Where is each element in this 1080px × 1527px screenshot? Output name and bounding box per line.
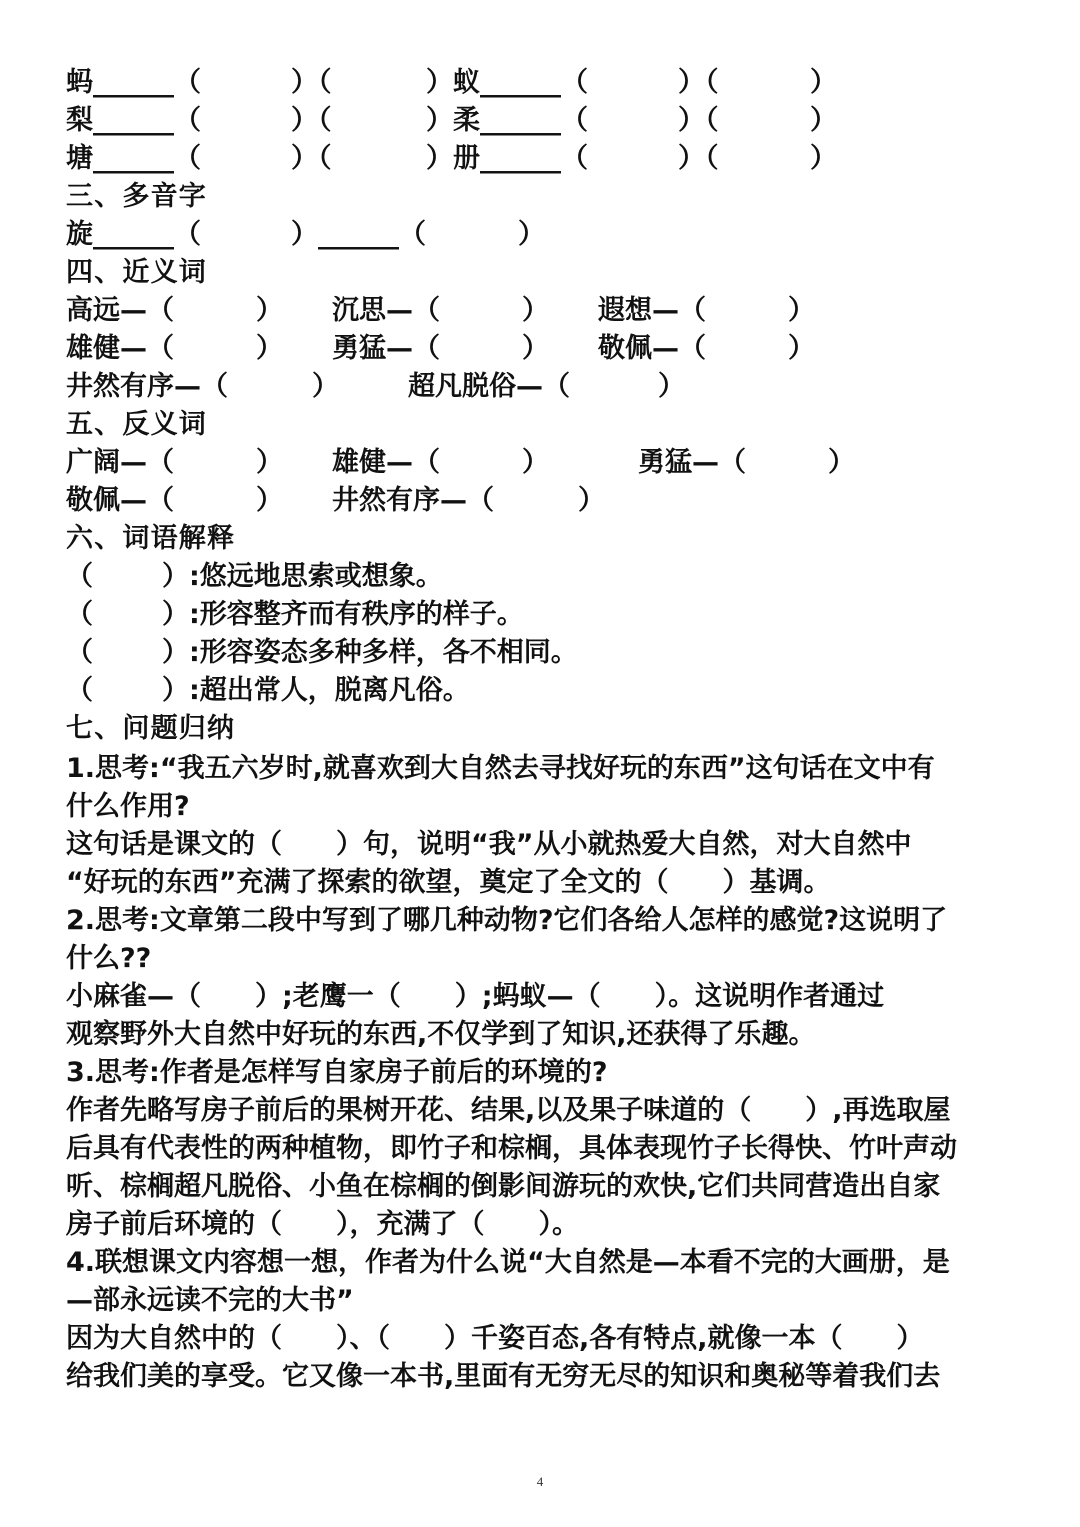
answer-line: 后具有代表性的两种植物，即竹子和棕榈，具体表现竹子长得快、竹叶声动 bbox=[66, 1133, 957, 1164]
page-number: 4 bbox=[536, 1474, 544, 1489]
antonym-bracket: ） bbox=[828, 447, 855, 478]
synonym-item: 高远—（ bbox=[66, 295, 174, 326]
antonym-item: 井然有序—（ bbox=[332, 485, 494, 516]
antonym-bracket: ） bbox=[522, 447, 549, 478]
antonym-item: 雄健—（ bbox=[332, 447, 440, 478]
synonym-bracket: ） bbox=[658, 371, 685, 402]
synonym-row bbox=[66, 292, 815, 330]
question-line: 2.思考:文章第二段中写到了哪几种动物?它们各给人怎样的感觉?这说明了 bbox=[66, 905, 948, 936]
question-line: 1.思考:“我五六岁时,就喜欢到大自然去寻找好玩的东西”这句话在文中有 bbox=[66, 753, 935, 784]
pinyin-bracket: ） bbox=[810, 105, 837, 136]
synonym-bracket: ） bbox=[522, 295, 549, 326]
antonym-bracket: ） bbox=[578, 485, 605, 516]
pinyin-bracket: ）（ bbox=[291, 143, 332, 174]
antonym-bracket: ） bbox=[256, 447, 283, 478]
synonym-bracket: ） bbox=[256, 295, 283, 326]
pinyin-item: ）蚁______（ bbox=[426, 67, 588, 98]
answer-line: 听、棕榈超凡脱俗、小鱼在棕榈的倒影间游玩的欢快,它们共同营造出自家 bbox=[66, 1171, 941, 1202]
section-heading: 七、问题归纳 bbox=[66, 713, 236, 744]
synonym-item: 遐想—（ bbox=[598, 295, 706, 326]
pinyin-row bbox=[66, 102, 837, 140]
synonym-bracket: ） bbox=[312, 371, 339, 402]
antonym-item: 广阔—（ bbox=[66, 447, 174, 478]
pinyin-bracket: ）（ bbox=[291, 67, 332, 98]
pinyin-bracket: ）（ bbox=[678, 67, 719, 98]
pinyin-item: ）册______（ bbox=[426, 143, 588, 174]
section-heading: 六、词语解释 bbox=[66, 523, 236, 554]
pinyin-item: 塘______（ bbox=[66, 143, 201, 174]
pinyin-item: ）柔______（ bbox=[426, 105, 588, 136]
answer-line: 这句话是课文的（ ）句，说明“我”从小就热爱大自然，对大自然中 bbox=[66, 829, 912, 860]
answer-line: 房子前后环境的（ ），充满了（ ）。 bbox=[66, 1209, 579, 1240]
synonym-row bbox=[66, 368, 685, 406]
synonym-bracket: ） bbox=[256, 333, 283, 364]
polyphone-bracket: ） bbox=[518, 219, 545, 250]
pinyin-row bbox=[66, 140, 837, 178]
synonym-bracket: ） bbox=[788, 333, 815, 364]
question-line: 什么作用? bbox=[66, 791, 190, 822]
polyphone-row bbox=[66, 216, 545, 254]
definition-item bbox=[66, 596, 524, 634]
section-heading: 五、反义词 bbox=[66, 409, 207, 440]
synonym-item: 敬佩—（ bbox=[598, 333, 706, 364]
pinyin-row bbox=[66, 64, 837, 102]
definition-item bbox=[66, 672, 470, 710]
question-line: 4.联想课文内容想一想，作者为什么说“大自然是—本看不完的大画册，是 bbox=[66, 1247, 950, 1278]
synonym-item: 井然有序—（ bbox=[66, 371, 228, 402]
polyphone-item: ）______（ bbox=[291, 219, 426, 250]
synonym-bracket: ） bbox=[788, 295, 815, 326]
answer-line: “好玩的东西”充满了探索的欲望，奠定了全文的（ ）基调。 bbox=[66, 867, 831, 898]
antonym-row bbox=[66, 482, 605, 520]
section-heading: 四、近义词 bbox=[66, 257, 207, 288]
answer-line: 小麻雀—（ ）;老鹰一（ ）;蚂蚁—（ ）。这说明作者通过 bbox=[66, 981, 885, 1012]
question-line: 3.思考:作者是怎样写自家房子前后的环境的? bbox=[66, 1057, 608, 1088]
answer-line: 给我们美的享受。它又像一本书,里面有无穷无尽的知识和奥秘等着我们去 bbox=[66, 1361, 941, 1392]
antonym-item: 敬佩—（ bbox=[66, 485, 174, 516]
pinyin-bracket: ）（ bbox=[678, 143, 719, 174]
question-line: —部永远读不完的大书” bbox=[66, 1285, 354, 1316]
answer-line: 观察野外大自然中好玩的东西,不仅学到了知识,还获得了乐趣。 bbox=[66, 1019, 816, 1050]
definition-text: ）:悠远地思索或想象。 bbox=[162, 561, 443, 592]
synonym-row bbox=[66, 330, 815, 368]
pinyin-bracket: ） bbox=[810, 67, 837, 98]
pinyin-bracket: ）（ bbox=[678, 105, 719, 136]
pinyin-bracket: ）（ bbox=[291, 105, 332, 136]
definition-text: ）:形容姿态多种多样，各不相同。 bbox=[162, 637, 578, 668]
section-heading: 三、多音字 bbox=[66, 181, 207, 212]
polyphone-item: 旋______（ bbox=[66, 219, 201, 250]
antonym-item: 勇猛—（ bbox=[638, 447, 746, 478]
definition-bracket: （ bbox=[66, 637, 93, 668]
synonym-item: 雄健—（ bbox=[66, 333, 174, 364]
definition-item bbox=[66, 558, 443, 596]
synonym-item: 超凡脱俗—（ bbox=[408, 371, 570, 402]
synonym-item: 勇猛—（ bbox=[332, 333, 440, 364]
synonym-bracket: ） bbox=[522, 333, 549, 364]
definition-bracket: （ bbox=[66, 561, 93, 592]
antonym-row bbox=[66, 444, 855, 482]
question-line: 什么?? bbox=[66, 943, 152, 974]
pinyin-item: 梨______（ bbox=[66, 105, 201, 136]
pinyin-bracket: ） bbox=[810, 143, 837, 174]
pinyin-item: 蚂______（ bbox=[66, 67, 201, 98]
synonym-item: 沉思—（ bbox=[332, 295, 440, 326]
answer-line: 因为大自然中的（ ）、（ ）千姿百态,各有特点,就像一本（ ） bbox=[66, 1323, 924, 1354]
definition-bracket: （ bbox=[66, 599, 93, 630]
antonym-bracket: ） bbox=[256, 485, 283, 516]
definition-text: ）:超出常人，脱离凡俗。 bbox=[162, 675, 470, 706]
answer-line: 作者先略写房子前后的果树开花、结果,以及果子味道的（ ）,再选取屋 bbox=[66, 1095, 951, 1126]
definition-item bbox=[66, 634, 578, 672]
definition-bracket: （ bbox=[66, 675, 93, 706]
definition-text: ）:形容整齐而有秩序的样子。 bbox=[162, 599, 524, 630]
